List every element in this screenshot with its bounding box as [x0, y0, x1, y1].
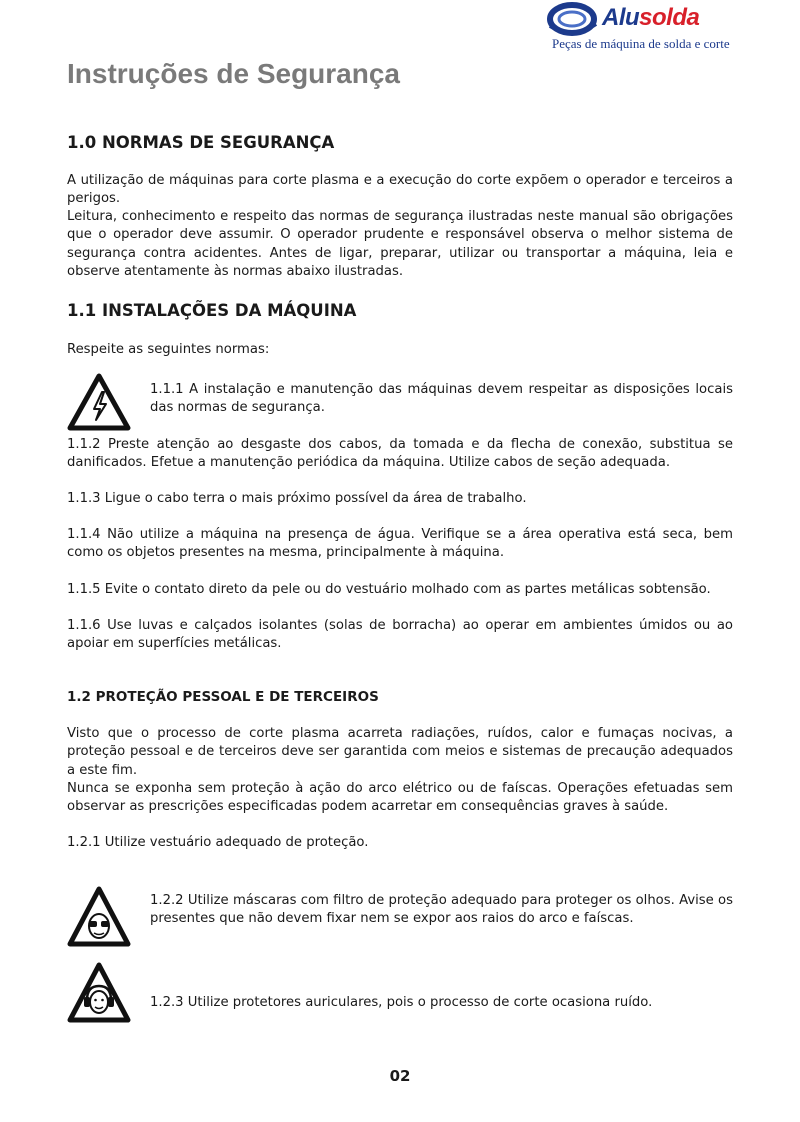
document-title: Instruções de Segurança [67, 58, 401, 89]
section-1-0-paragraph-1: A utilização de máquinas para corte plasma e a execução do corte expõem o operador e terceiros a perigos. [67, 173, 733, 207]
section-heading-1-1: 1.1 INSTALAÇÕES DA MÁQUINA [67, 301, 357, 320]
item-1-2-1: 1.2.1 Utilize vestuário adequado de proteção. [67, 835, 369, 850]
section-1-2-paragraph-1: Visto que o processo de corte plasma acarreta radiações, ruídos, calor e fumaças nocivas, a proteção pessoal e de terceiros deve ser garantida com meios e sistemas de precaução adequados a este fim. [67, 726, 733, 778]
logo-swoosh-icon [546, 0, 604, 40]
section-heading-1-0: 1.0 NORMAS DE SEGURANÇA [67, 133, 335, 152]
logo-wordmark: Alusolda [602, 4, 700, 31]
section-1-1-intro: Respeite as seguintes normas: [67, 342, 270, 357]
item-1-1-3: 1.1.3 Ligue o cabo terra o mais próximo possível da área de trabalho. [67, 491, 527, 506]
ear-protection-icon [67, 962, 131, 1024]
company-logo [546, 0, 746, 56]
section-heading-1-2: 1.2 PROTEÇÃO PESSOAL E DE TERCEIROS [67, 689, 379, 705]
item-1-1-2: 1.1.2 Preste atenção ao desgaste dos cabos, da tomada e da flecha de conexão, substitua se danificados. Efetue a manutenção periódica da máquina. Utilize cabos de seção adequada. [67, 437, 733, 471]
section-1-0-paragraph-2: Leitura, conhecimento e respeito das normas de segurança ilustradas neste manual são obrigações que o operador deve assumir. O operador prudente e responsável observa o melhor sistema de segurança contra acidentes. Antes de ligar, preparar, utilizar ou transportar a máquina, leia e observe atentamente às normas abaixo ilustradas. [67, 209, 733, 279]
item-1-2-2: 1.2.2 Utilize máscaras com filtro de proteção adequado para proteger os olhos. Avise os presentes que não devem fixar nem se expor aos raios do arco e faíscas. [150, 893, 733, 927]
logo-tagline: Peças de máquina de solda e corte [552, 36, 730, 51]
electric-hazard-icon [67, 373, 131, 431]
item-1-1-5: 1.1.5 Evite o contato direto da pele ou do vestuário molhado com as partes metálicas sobtensão. [67, 582, 711, 597]
section-1-2-paragraph-2: Nunca se exponha sem proteção à ação do arco elétrico ou de faíscas. Operações efetuadas sem observar as prescrições especificadas podem acarretar em consequências graves à saúde. [67, 781, 733, 815]
item-1-2-3: 1.2.3 Utilize protetores auriculares, pois o processo de corte ocasiona ruído. [150, 995, 653, 1010]
item-1-1-6: 1.1.6 Use luvas e calçados isolantes (solas de borracha) ao operar em ambientes úmidos ou ao apoiar em superfícies metálicas. [67, 618, 733, 652]
eye-protection-icon [67, 886, 131, 948]
item-1-1-4: 1.1.4 Não utilize a máquina na presença de água. Verifique se a área operativa está seca, bem como os objetos presentes na mesma, principalmente à máquina. [67, 527, 733, 561]
item-1-1-1: 1.1.1 A instalação e manutenção das máquinas devem respeitar as disposições locais das normas de segurança. [150, 382, 733, 416]
page-number: 02 [389, 1067, 411, 1085]
